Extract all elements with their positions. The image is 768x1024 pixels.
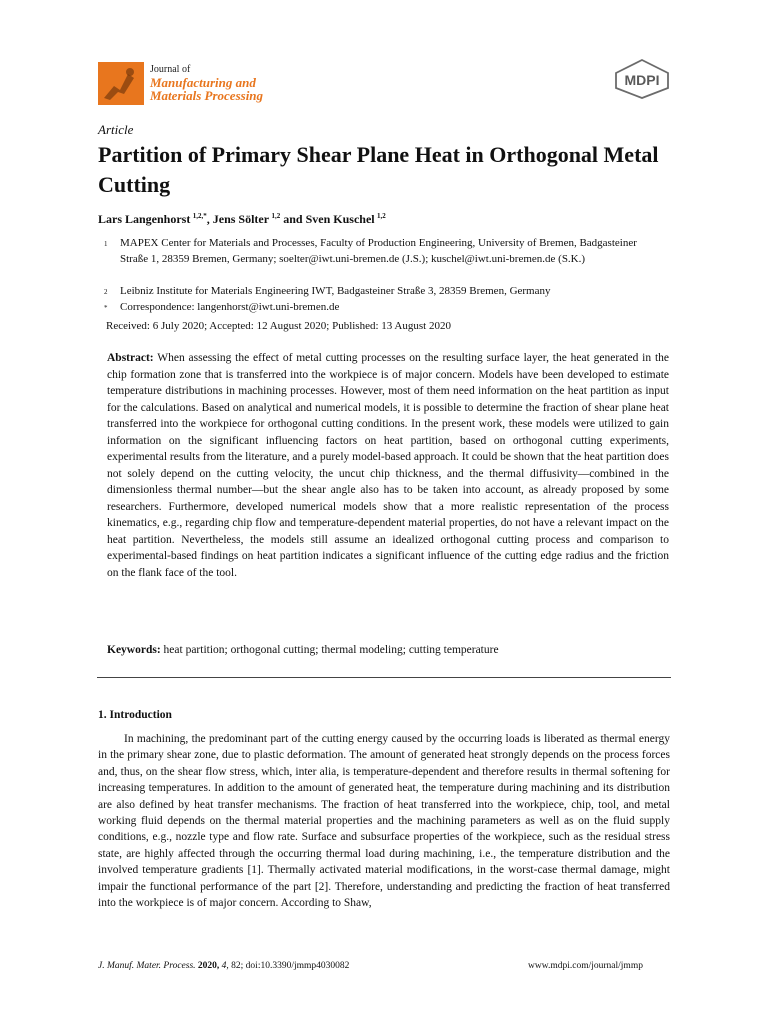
footer-url-link[interactable]: www.mdpi.com/journal/jmmp xyxy=(528,961,643,971)
footer-citation xyxy=(98,961,349,971)
author-affiliation-marker: 1,2 xyxy=(377,212,386,220)
journal-name-prefix: Journal of xyxy=(150,64,191,75)
abstract-text: When assessing the effect of metal cutting processes on the resulting surface layer, the heat generated in the chip formation zone that is transferred into the workpiece is of major concern. Models have been developed to estimate temperature distributions in machining processes. However, most of them need information on the heat partition as input for the calculations. Based on analytical and numerical models, it is possible to determine the fraction of shear plane heat transferred into the workpiece for orthogonal cutting conditions. In the present work, these models were utilized to gain information on the significant influencing factors on heat partition, based on orthogonal cutting experiments, experimental results from the literature, and a purely model-based approach. It could be shown that the heat partition does not solely depend on the cutting velocity, the uncut chip thickness, and the thermal diffusivity—combined in the dimensionless thermal number—but the shear angle also has to be taken into account, as already proposed by some researchers. Furthermore, developed numerical models show that a more realistic representation of the process kinematics, e.g., regarding chip flow and temperature-dependent material properties, do not have a relevant impact on the heat partition. Nevertheless, the models still assume an idealized orthogonal cutting process and comparison to experimental-based findings on heat partition indicates a significant influence of the cutting edge radius and the friction on the flank face of the tool. xyxy=(107,352,669,579)
mdpi-logo-icon xyxy=(610,58,674,100)
keywords xyxy=(107,644,499,656)
author-separator: and xyxy=(280,212,306,226)
affiliation-item xyxy=(104,283,664,299)
abstract xyxy=(107,350,669,581)
author-affiliation-marker: 1,2,* xyxy=(192,212,207,220)
author-affiliation-marker: 1,2 xyxy=(271,212,281,220)
footer-journal-abbrev: J. Manuf. Mater. Process. xyxy=(98,961,196,971)
author-separator: , xyxy=(206,212,213,226)
abstract-label: Abstract: xyxy=(107,352,154,364)
affiliation-marker: 1 xyxy=(104,240,108,248)
journal-name-line1: Manufacturing and xyxy=(150,75,256,90)
journal-name xyxy=(150,63,263,102)
footer-doi: 82; doi:10.3390/jmmp4030082 xyxy=(231,961,350,971)
article-type: Article xyxy=(98,122,134,137)
mdpi-logo-text: MDPI xyxy=(624,72,660,88)
affiliation-item xyxy=(104,235,664,267)
author-name: Sven Kuschel xyxy=(305,212,375,226)
keywords-label: Keywords: xyxy=(107,644,161,656)
author-list xyxy=(98,212,386,227)
publication-dates: Received: 6 July 2020; Accepted: 12 August 2020; Published: 13 August 2020 xyxy=(106,320,451,332)
affiliation-marker: 2 xyxy=(104,288,108,296)
affiliation-text: MAPEX Center for Materials and Processes, Faculty of Production Engineering, University of Bremen, Badgasteiner Straße 1, 28359 Bremen, Germany; soelter@iwt.uni-bremen.de (J.S.); kuschel@iwt.uni-bremen.de (S.K.) xyxy=(120,237,637,265)
correspondence-text: Correspondence: langenhorst@iwt.uni-bremen.de xyxy=(120,301,340,313)
section-divider xyxy=(97,677,671,678)
keywords-text: heat partition; orthogonal cutting; thermal modeling; cutting temperature xyxy=(163,644,499,656)
affiliation-item xyxy=(104,299,664,315)
affiliation-marker: * xyxy=(104,304,108,312)
author-name: Jens Sölter xyxy=(212,212,270,226)
author-name: Lars Langenhorst xyxy=(98,212,191,226)
journal-name-line2: Materials Processing xyxy=(150,88,264,103)
footer-volume: 4, xyxy=(221,961,229,971)
section-heading: 1. Introduction xyxy=(98,709,172,721)
journal-logo-icon xyxy=(98,62,144,105)
article-title: Partition of Primary Shear Plane Heat in Orthogonal Metal Cutting xyxy=(98,142,659,197)
section-body: In machining, the predominant part of the cutting energy caused by the occurring loads is liberated as thermal energy in the primary shear zone, due to plastic deformation. The amount of generated heat strongly depends on the process forces and, thus, on the shear flow stress, which, inter alia, is temperature-dependent and therefore results in thermal softening for increasing temperatures. In addition to the amount of generated heat, the temperature during machining and its distribution are also defined by heat transfer mechanisms. The fraction of heat transferred into the workpiece, chip, tool, and metal working fluid depends on the thermal material properties and the machining parameters as well as on the fluid supply conditions, e.g., nozzle type and flow rate. Surface and subsurface properties of the workpiece, such as the residual stress state, are highly affected through the occurring thermal load during machining, i.e., the temperature distribution and the involved temperature gradients [1]. Thermally activated material modifications, in the worst-case thermal damage, might impair the functional performance of the part [2]. Therefore, understanding and predicting the fraction of heat transferred into the workpiece is of major concern. According to Shaw, xyxy=(98,733,670,910)
footer-year: 2020, xyxy=(197,961,220,971)
affiliation-text: Leibniz Institute for Materials Engineering IWT, Badgasteiner Straße 3, 28359 Bremen, Germany xyxy=(120,285,551,297)
